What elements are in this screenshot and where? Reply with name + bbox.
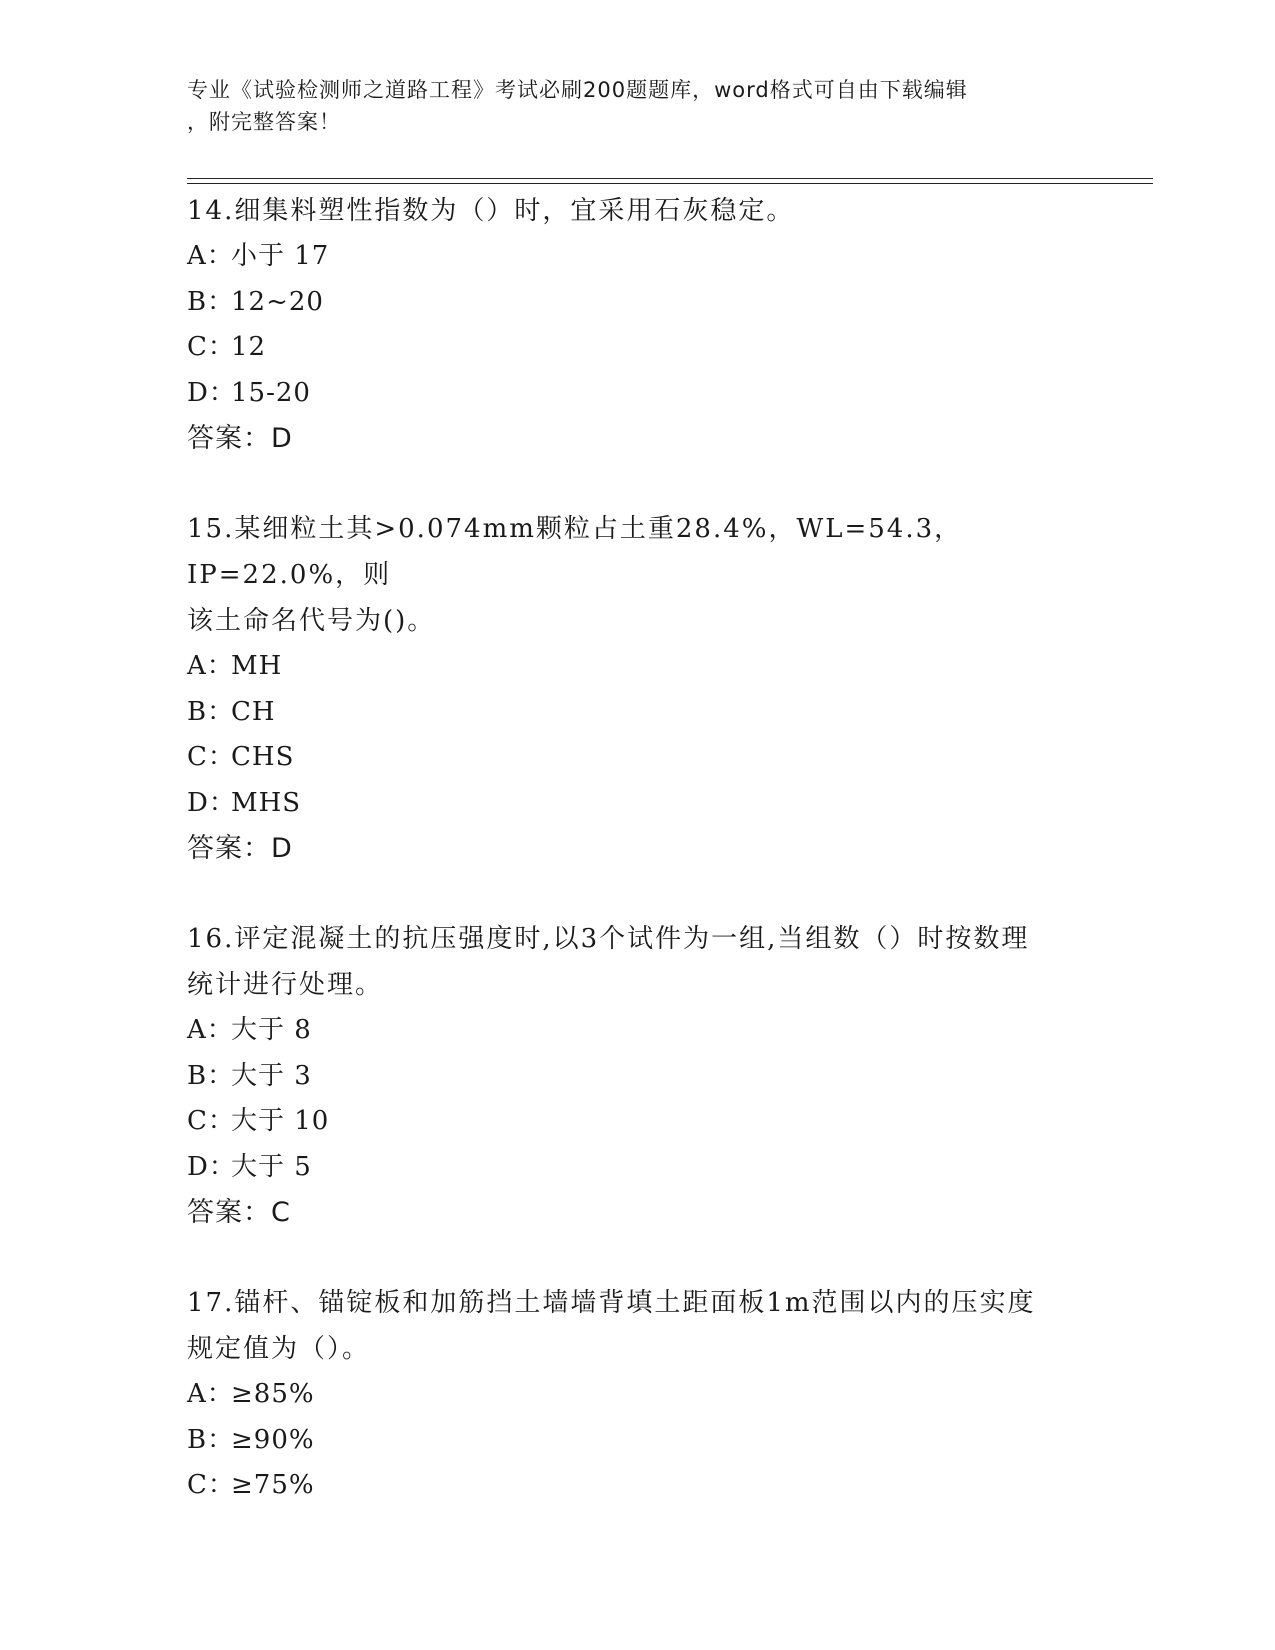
option-key: B： <box>187 1060 235 1091</box>
option-b <box>187 1418 1087 1464</box>
header-divider-top <box>187 178 1153 179</box>
option-text: MH <box>231 651 283 681</box>
option-d <box>187 1145 1087 1191</box>
question-stem-continued: 该土命名代号为()。 <box>187 606 436 636</box>
option-c <box>187 1099 1087 1145</box>
option-text: 小于 17 <box>231 241 330 271</box>
option-text: MHS <box>231 787 302 818</box>
option-text: CH <box>231 696 276 727</box>
option-d <box>187 371 1087 417</box>
header-divider-bottom <box>187 183 1153 184</box>
question-stem-continued: 规定值为（）。 <box>187 1334 371 1364</box>
option-key: C： <box>187 742 235 772</box>
option-text: 大于 5 <box>231 1151 312 1182</box>
answer-line: 答案：D <box>187 833 293 864</box>
option-c <box>187 325 1087 371</box>
option-key: A： <box>187 241 234 271</box>
option-text: 12~20 <box>231 286 324 317</box>
question-16 <box>187 916 1087 1236</box>
question-stem: 16.评定混凝土的抗压强度时,以3个试件为一组,当组数（）时按数理 <box>187 924 1030 954</box>
option-c <box>187 735 1087 781</box>
question-17 <box>187 1280 1087 1509</box>
option-key: C： <box>187 332 235 362</box>
option-a <box>187 644 1087 690</box>
option-key: C： <box>187 1470 235 1500</box>
question-list <box>187 188 1087 1509</box>
option-text: 12 <box>231 332 267 362</box>
option-text: 大于 3 <box>231 1060 312 1091</box>
option-text: ≥90% <box>231 1424 315 1455</box>
option-d <box>187 781 1087 827</box>
spacer <box>187 1236 1087 1280</box>
option-text: ≥85% <box>231 1379 315 1409</box>
option-c <box>187 1463 1087 1509</box>
answer-line: 答案：D <box>187 423 293 454</box>
option-a <box>187 234 1087 280</box>
option-key: D： <box>187 377 236 408</box>
option-text: 大于 10 <box>231 1106 330 1136</box>
answer-line: 答案：C <box>187 1197 291 1228</box>
option-b <box>187 690 1087 736</box>
question-stem-continued: 统计进行处理。 <box>187 970 384 1000</box>
option-key: B： <box>187 696 235 727</box>
header-line-1: 专业《试验检测师之道路工程》考试必刷200题题库，word格式可自由下载编辑 <box>187 78 968 102</box>
option-text: 15-20 <box>231 377 311 408</box>
option-key: D： <box>187 787 236 818</box>
option-key: A： <box>187 1379 234 1409</box>
option-key: D： <box>187 1151 236 1182</box>
option-a <box>187 1372 1087 1418</box>
option-key: A： <box>187 651 234 681</box>
spacer <box>187 462 1087 506</box>
option-key: C： <box>187 1106 235 1136</box>
option-key: B： <box>187 1424 235 1455</box>
question-stem: 15.某细粒土其>0.074mm颗粒占土重28.4%，WL=54.3，IP=22.0%，则 <box>187 514 963 590</box>
option-b <box>187 280 1087 326</box>
option-text: 大于 8 <box>231 1015 312 1045</box>
question-stem: 17.锚杆、锚锭板和加筋挡土墙墙背填土距面板1m范围以内的压实度 <box>187 1288 1036 1318</box>
question-15 <box>187 506 1087 872</box>
option-text: ≥75% <box>231 1470 315 1500</box>
option-key: A： <box>187 1015 234 1045</box>
spacer <box>187 872 1087 916</box>
header-line-2: ，附完整答案！ <box>187 110 341 134</box>
option-text: CHS <box>231 742 295 772</box>
option-b <box>187 1054 1087 1100</box>
question-stem: 14.细集料塑性指数为（）时，宜采用石灰稳定。 <box>187 196 795 226</box>
option-a <box>187 1008 1087 1054</box>
option-key: B： <box>187 286 235 317</box>
document-header <box>187 74 1087 138</box>
question-14 <box>187 188 1087 462</box>
